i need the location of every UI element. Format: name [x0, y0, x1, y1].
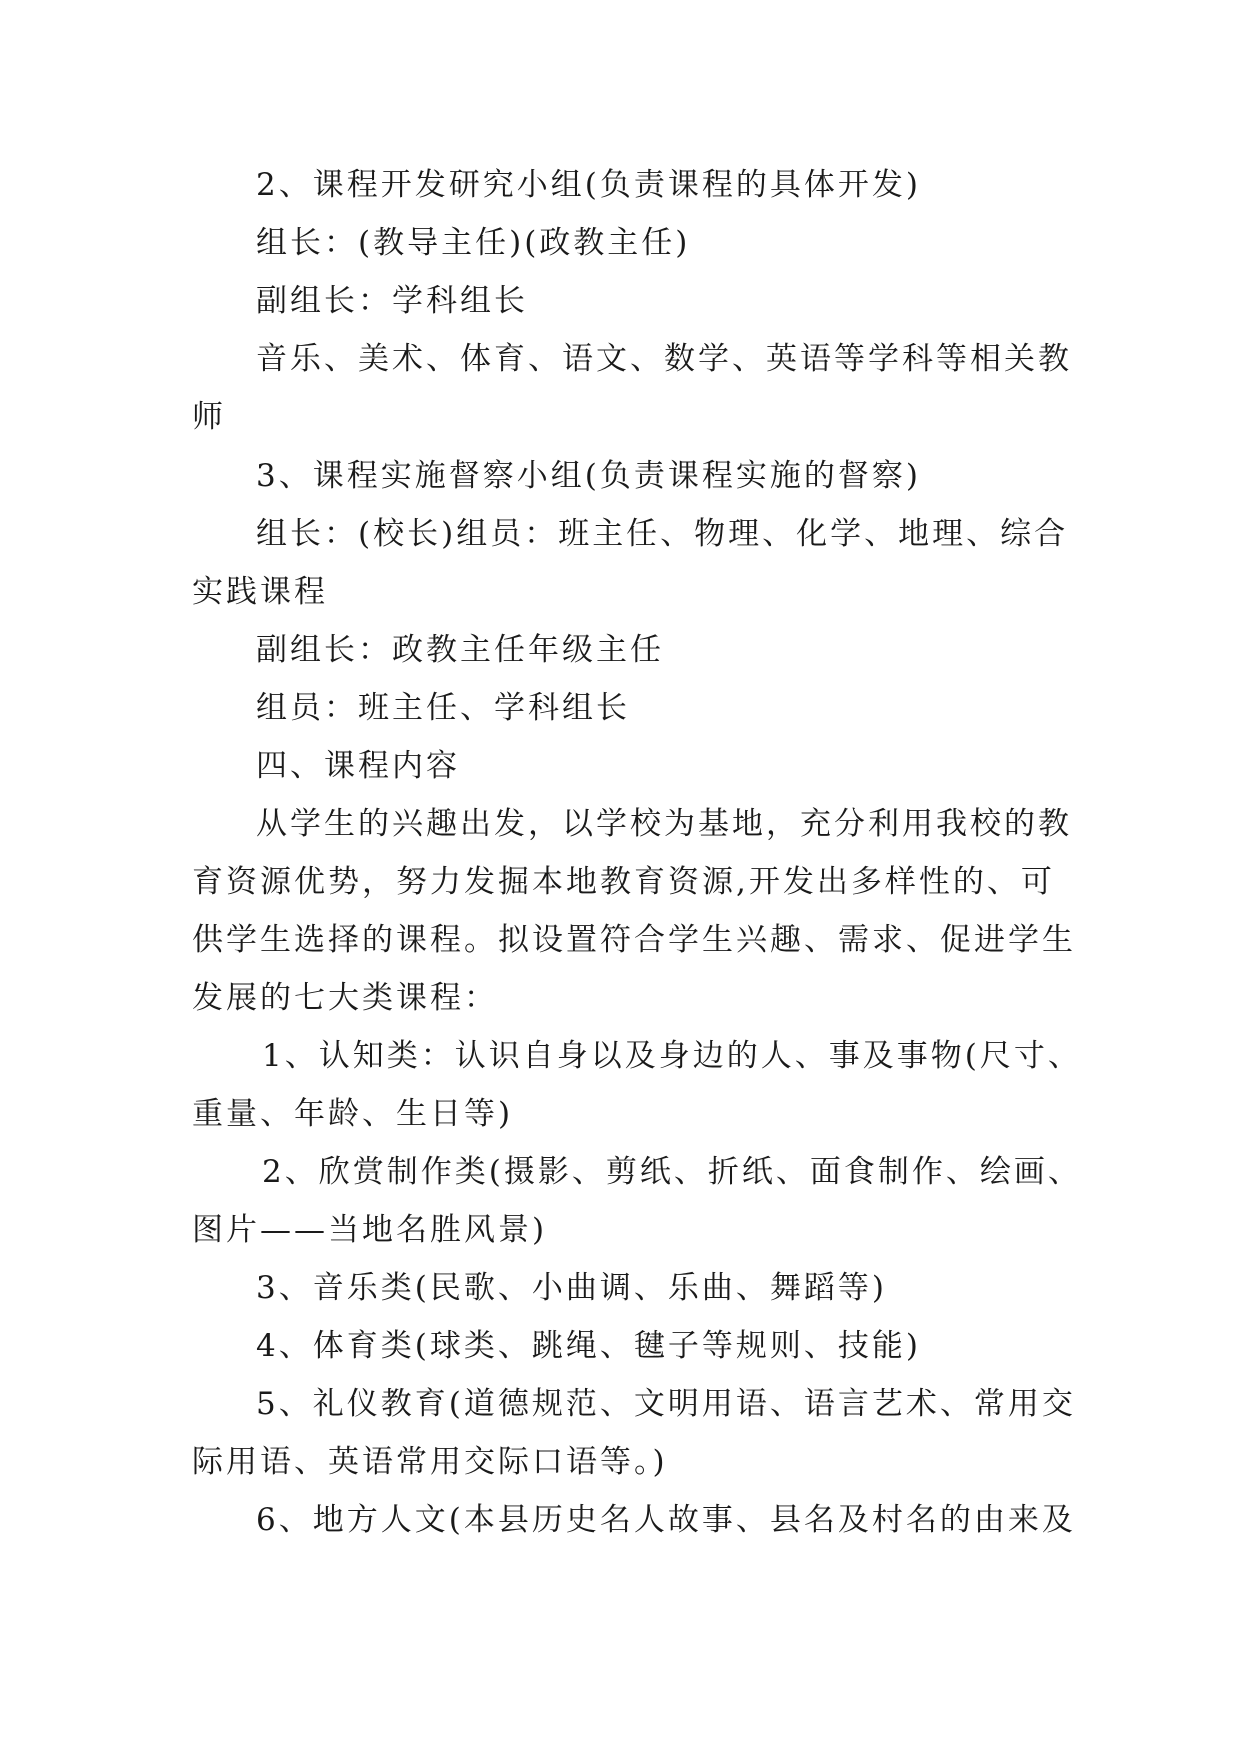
text-line: 供学生选择的课程。拟设置符合学生兴趣、需求、促进学生 — [192, 922, 1076, 958]
text-line: 3、课程实施督察小组(负责课程实施的督察) — [256, 458, 921, 494]
text-line: 2、课程开发研究小组(负责课程的具体开发) — [256, 167, 921, 203]
text-line: 1、认知类：认识自身以及身边的人、事及事物(尺寸、 — [262, 1038, 1082, 1074]
text-line: 重量、年龄、生日等) — [192, 1096, 514, 1132]
section-heading: 四、课程内容 — [256, 748, 460, 784]
text-line: 4、体育类(球类、跳绳、毽子等规则、技能) — [256, 1328, 921, 1364]
text-line: 图片——当地名胜风景) — [192, 1212, 548, 1248]
text-line: 发展的七大类课程： — [192, 980, 498, 1016]
text-line: 2、欣赏制作类(摄影、剪纸、折纸、面食制作、绘画、 — [262, 1154, 1082, 1190]
text-line: 师 — [192, 399, 226, 435]
text-line: 5、礼仪教育(道德规范、文明用语、语言艺术、常用交 — [256, 1386, 1076, 1422]
text-line: 音乐、美术、体育、语文、数学、英语等学科等相关教 — [256, 341, 1072, 377]
text-line: 组长：(教导主任)(政教主任) — [256, 225, 691, 261]
text-line: 组员：班主任、学科组长 — [256, 690, 630, 726]
text-line: 组长：(校长)组员：班主任、物理、化学、地理、综合 — [256, 516, 1069, 552]
text-line: 从学生的兴趣出发，以学校为基地，充分利用我校的教 — [256, 806, 1072, 842]
text-line: 3、音乐类(民歌、小曲调、乐曲、舞蹈等) — [256, 1270, 887, 1306]
text-line: 6、地方人文(本县历史名人故事、县名及村名的由来及 — [256, 1502, 1076, 1538]
text-line: 实践课程 — [192, 574, 328, 610]
text-line: 副组长：学科组长 — [256, 283, 528, 319]
text-line: 副组长：政教主任年级主任 — [256, 632, 664, 668]
text-line: 际用语、英语常用交际口语等。) — [192, 1444, 668, 1480]
text-line: 育资源优势，努力发掘本地教育资源,开发出多样性的、可 — [192, 864, 1055, 900]
